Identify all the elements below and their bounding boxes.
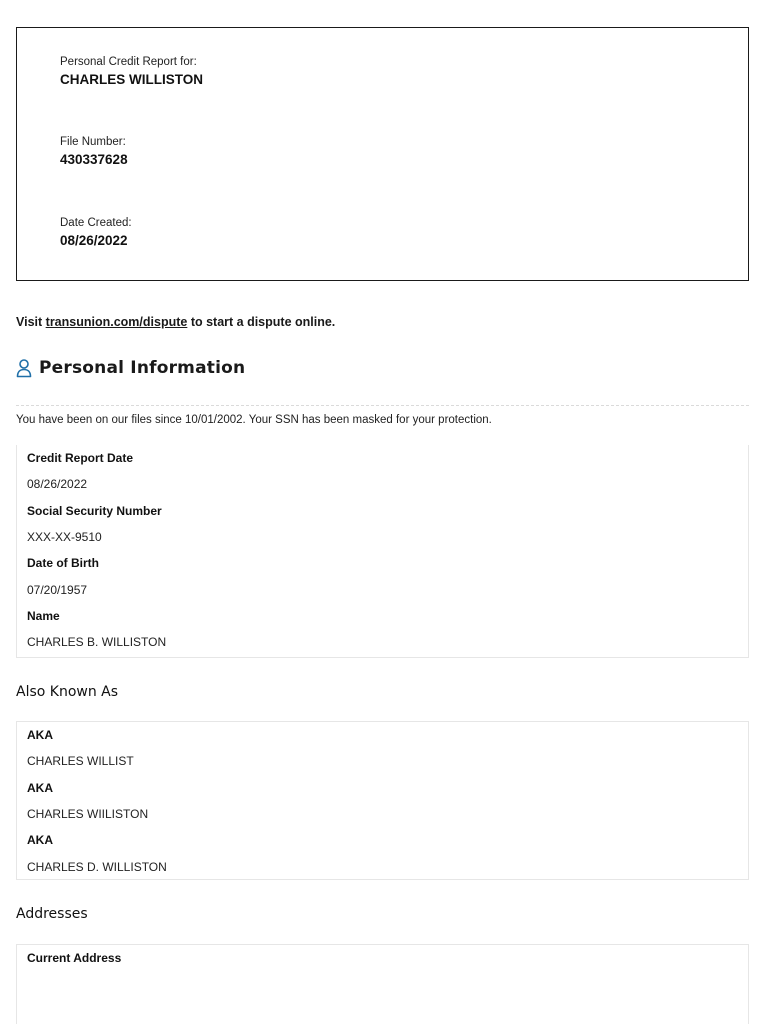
date-created-field — [60, 216, 132, 250]
field-label: Name — [27, 608, 60, 623]
field-value: 08/26/2022 — [27, 477, 88, 492]
aka-card — [16, 721, 749, 880]
aka-label: AKA — [27, 833, 53, 848]
addresses-card — [16, 944, 749, 1024]
field-label: Credit Report Date — [27, 451, 134, 466]
report-for-label: Personal Credit Report for: — [60, 56, 197, 68]
aka-label: AKA — [27, 728, 53, 743]
report-header-box — [16, 27, 749, 281]
aka-value: CHARLES WIILISTON — [27, 807, 149, 822]
personal-info-heading — [16, 358, 245, 378]
addresses-heading: Addresses — [16, 906, 88, 922]
visit-prefix: Visit — [16, 315, 46, 329]
file-number-value: 430337628 — [60, 152, 128, 167]
report-for-value: CHARLES WILLISTON — [60, 72, 203, 87]
field-value: CHARLES B. WILLISTON — [27, 635, 167, 650]
personal-info-intro: You have been on our files since 10/01/2002. Your SSN has been masked for your protection. — [16, 414, 492, 426]
personal-info-title: Personal Information — [39, 358, 246, 378]
date-created-label: Date Created: — [60, 217, 132, 229]
file-number-label: File Number: — [60, 136, 126, 148]
field-value: XXX-XX-9510 — [27, 530, 102, 545]
field-value: 07/20/1957 — [27, 582, 88, 597]
visit-suffix: to start a dispute online. — [187, 315, 336, 329]
field-label: Social Security Number — [27, 503, 162, 518]
person-icon — [16, 358, 32, 378]
personal-info-card — [16, 445, 749, 658]
aka-value: CHARLES D. WILLISTON — [27, 859, 167, 874]
report-for-field — [60, 55, 203, 89]
dispute-link[interactable]: transunion.com/dispute — [45, 315, 188, 329]
aka-value: CHARLES WILLIST — [27, 754, 134, 769]
file-number-field — [60, 135, 128, 169]
date-created-value: 08/26/2022 — [60, 233, 128, 248]
field-label: Date of Birth — [27, 556, 99, 571]
dispute-instruction — [16, 315, 335, 329]
aka-heading: Also Known As — [16, 684, 119, 700]
current-address-label: Current Address — [27, 951, 122, 966]
section-divider — [16, 405, 749, 406]
aka-label: AKA — [27, 780, 53, 795]
